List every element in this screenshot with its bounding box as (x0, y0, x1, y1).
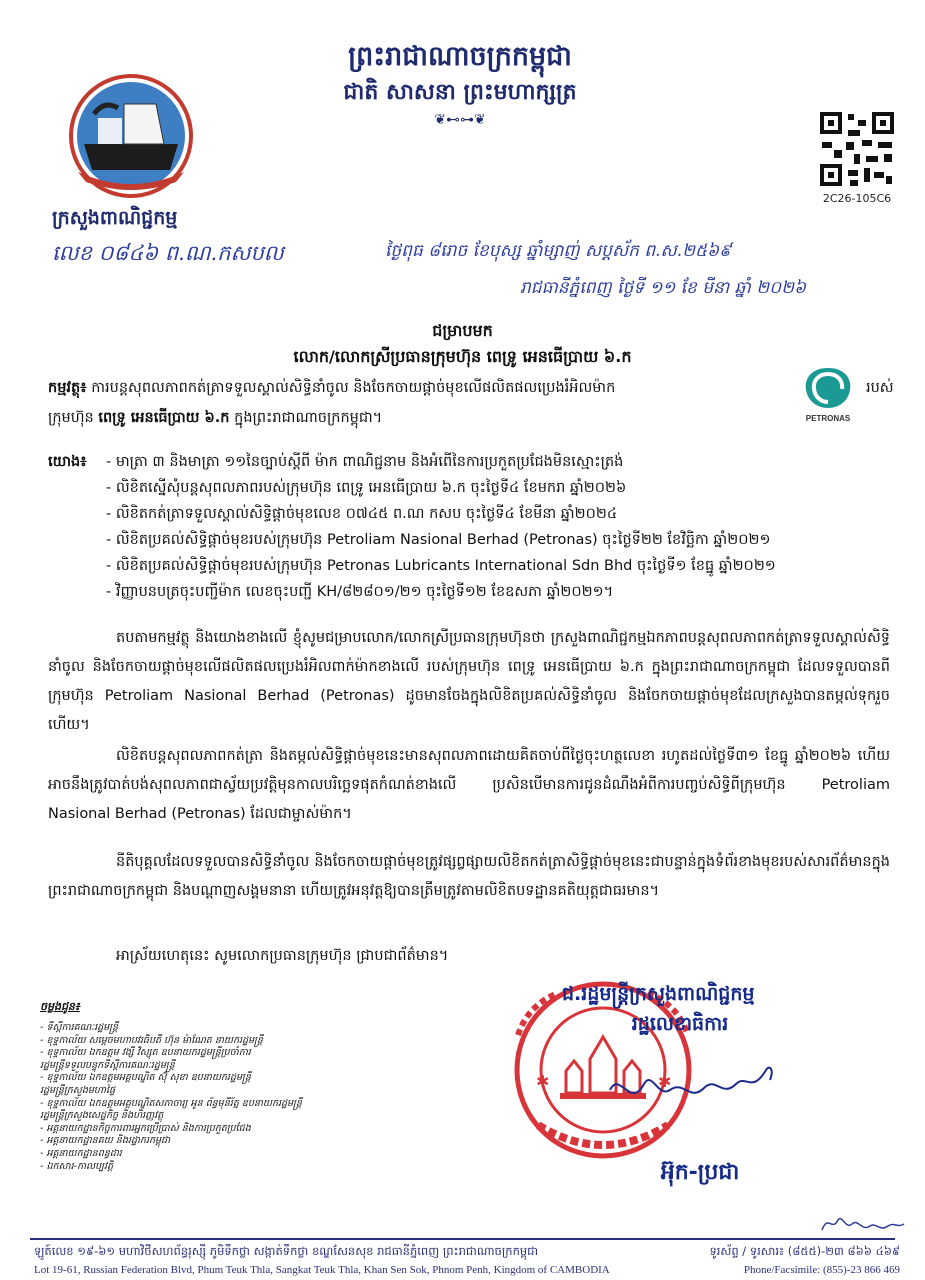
references-label: យោង៖ (48, 454, 87, 470)
cc-item: - អគ្គនាយកដ្ឋានពន្ធដារ (40, 1147, 122, 1159)
signature-title-1: ជ.រដ្ឋមន្ត្រីក្រសួងពាណិជ្ជកម្ម (562, 983, 755, 1005)
addressee-name: លោក/លោកស្រីប្រធានក្រុមហ៊ុន ពេទ្រូ អេនធើប្រាយ ៦.ក (293, 347, 632, 366)
cc-item: - ឯកសារ-កាលប្បវត្តិ (40, 1160, 114, 1172)
signature-title-2: រដ្ឋលេខាធិការ (631, 1013, 729, 1035)
ministry-name: ក្រសួងពាណិជ្ជកម្ម (52, 207, 178, 229)
footer-rule (30, 1238, 895, 1240)
body-paragraph-3: នីតិបុគ្គលដែលទទួលបានសិទ្ធិនាំចូល និងចែកចាយផ្តាច់មុខត្រូវផ្សព្វផ្សាយលិខិតកត់ត្រាសិទ្ធិផ្តាច់មុខនេះជាបន្ទាន់ក្នុងទំព័រខាងមុខរបស់សារព័ត៌មានក្នុងព្រះរាជាណាចក្រកម្ពុជា និងបណ្តាញសង្គមនានា ហើយត្រូវអនុវត្តឱ្យបានត្រឹមត្រូវតាមលិខិតបទដ្ឋានគតិយុត្តជាធរមាន។ (48, 854, 890, 899)
references-list (106, 452, 776, 608)
solar-date: រាជធានីភ្នំពេញ ថ្ងៃទី ១១ ខែ មីនា ឆ្នាំ ២០២៦ (520, 278, 807, 298)
body-paragraph-4: អាស្រ័យហេតុនេះ សូមលោកប្រធានក្រុមហ៊ុន ជ្រាបជាព័ត៌មាន។ (116, 948, 449, 964)
body-paragraph-2: លិខិតបន្តសុពលភាពកត់ត្រា និងតម្កល់សិទ្ធិផ្តាច់មុខនេះមានសុពលភាពដោយគិតចាប់ពីថ្ងៃចុះហត្ថលេខា រហូតដល់ថ្ងៃទី៣១ ខែធ្នូ ឆ្នាំ២០២៦ ហើយអាចនឹងត្រូវបាត់បង់សុពលភាពជាស្វ័យប្រវត្តិមុនកាលបរិច្ឆេទផុតកំណត់ខាងលើ ប្រសិនបើមានការជូនដំណឹងអំពីការបញ្ចប់សិទ្ធិពីក្រុមហ៊ុន Petroliam Nasional Berhad (Petronas) ដែលជាម្ចាស់ម៉ាក។ (48, 748, 890, 822)
cc-label: ចម្លងជូន៖ (40, 1000, 80, 1013)
subject-label: កម្មវត្ថុ៖ (48, 380, 87, 396)
handwritten-signature (600, 1050, 800, 1120)
ornament-divider: ❦⊷⊶❦ (434, 112, 486, 128)
cc-item: - អគ្គនាយកដ្ឋានគយ និងរដ្ឋាករកម្ពុជា (40, 1135, 171, 1147)
petronas-logo-text: PETRONAS (805, 414, 851, 423)
cc-item: - ទីស្តីការគណៈរដ្ឋមន្ត្រី (40, 1022, 119, 1033)
signer-name: អ៊ុក-ប្រជា (660, 1160, 740, 1185)
cc-item: រដ្ឋមន្ត្រីក្រសួងមហាផ្ទៃ (40, 1084, 116, 1096)
initials-mark (818, 1210, 908, 1238)
cc-list (40, 1000, 370, 1173)
letter-number: លេខ ០៨៤៦ ព.ណ.កសបល (52, 241, 284, 265)
kingdom-title: ព្រះរាជាណាចក្រកម្ពុជា (348, 41, 572, 72)
cc-item: - ខុទ្ទកាល័យ ឯកឧត្តមអគ្គបណ្ឌិតសភាចារ្យ អូន ព័ន្ធមុនីរ័ត្ន ឧបនាយករដ្ឋមន្ត្រី (40, 1097, 302, 1109)
reference-item: - មាត្រា ៣ និងមាត្រា ១១នៃច្បាប់ស្តីពី ម៉ាក ពាណិជ្ជនាម និងអំពើនៃការប្រកួតប្រជែងមិនស្មោះត្រង់ (106, 454, 624, 470)
qr-code-id: 2C26-105C6 (822, 192, 892, 205)
svg-text:✱: ✱ (536, 1072, 550, 1091)
subject-text: ការបន្តសុពលភាពកត់ត្រាទទួលស្គាល់សិទ្ធិនាំចូល និងចែកចាយផ្តាច់មុខលើផលិតផលប្រេងរំអិលម៉ាក (91, 380, 616, 396)
petronas-logo (796, 366, 860, 428)
footer-address-en: Lot 19-61, Russian Federation Blvd, Phum Teuk Thla, Sangkat Teuk Thla, Khan Sen Sok, Phnom Penh, Kingdom of CAMBODIA (34, 1264, 610, 1276)
cc-item: - ខុទ្ទកាល័យ ឯកឧត្តមអគ្គបណ្ឌិត ស៊ុំ សុខា ឧបនាយករដ្ឋមន្ត្រី (40, 1072, 251, 1084)
reference-item: - លិខិតប្រគល់សិទ្ធិផ្តាច់មុខរបស់ក្រុមហ៊ុន Petronas Lubricants International Sdn Bhd ចុះថ្ងៃទី១ ខែធ្នូ ឆ្នាំ២០២១ (106, 558, 776, 574)
cc-item: - អគ្គនាយកដ្ឋានកិច្ចការពារអ្នកប្រើប្រាស់ និងការប្រកួតប្រជែង (40, 1122, 251, 1134)
addressee-heading: ជម្រាបមក (432, 321, 493, 340)
reference-item: - លិខិតស្នើសុំបន្តសុពលភាពរបស់ក្រុមហ៊ុន ពេទ្រូ អេនធើប្រាយ ៦.ក ចុះថ្ងៃទី៤ ខែមករា ឆ្នាំ២០២៦ (106, 480, 627, 496)
footer-phone-en: Phone/Facsimile: (855)-23 866 469 (743, 1264, 900, 1276)
footer-address-kh: ឡូត៍លេខ ១៩-៦១ មហាវិថីសហព័ន្ធរុស្ស៊ី ភូមិទឹកថ្លា សង្កាត់ទឹកថ្លា ខណ្ឌសែនសុខ រាជធានីភ្នំពេញ ព្រះរាជាណាចក្រកម្ពុជា (34, 1244, 539, 1258)
qr-code (818, 110, 896, 188)
cc-item: - ខុទ្ទកាល័យ ឯកឧត្តម វង្សី វិស្សុត ឧបនាយករដ្ឋមន្ត្រីប្រចាំការ (40, 1047, 251, 1059)
cc-item: រដ្ឋមន្ត្រីក្រសួងសេដ្ឋកិច្ច និងហិរញ្ញវត្ថុ (40, 1110, 164, 1122)
subject-line-1-end: របស់ (866, 380, 894, 396)
ministry-logo (64, 74, 198, 198)
subject-line-1 (48, 378, 778, 398)
cc-item: រដ្ឋមន្ត្រីទទួលបន្ទុកទីស្តីការគណៈរដ្ឋមន្ត្រី (40, 1059, 175, 1071)
cc-item: - ខុទ្ទកាល័យ សម្តេចមហាបវរធិបតី ហ៊ុន ម៉ាណែត នាយករដ្ឋមន្ត្រី (40, 1034, 263, 1046)
reference-item: - វិញ្ញាបនបត្រចុះបញ្ជីម៉ាក លេខចុះបញ្ជី KH/៨២៨០១/២១ ចុះថ្ងៃទី១២ ខែឧសភា ឆ្នាំ២០២១។ (106, 584, 614, 600)
reference-item: - លិខិតកត់ត្រាទទួលស្គាល់សិទ្ធិផ្តាច់មុខលេខ ០៧៤៥ ព.ណ កសប ចុះថ្ងៃទី៤ ខែមីនា ឆ្នាំ២០២៤ (106, 506, 618, 522)
footer-phone-kh: ទូរស័ព្ទ / ទូរសារ៖ (៨៥៥)-២៣ ៨៦៦ ៤៦៩ (709, 1244, 900, 1258)
reference-item: - លិខិតប្រគល់សិទ្ធិផ្តាច់មុខរបស់ក្រុមហ៊ុន Petroliam Nasional Berhad (Petronas) ចុះថ្ងៃទី២២ ខែវិច្ឆិកា ឆ្នាំ២០២១ (106, 532, 771, 548)
svg-text:✱: ✱ (658, 1072, 672, 1091)
body-paragraph-1: តបតាមកម្មវត្ថុ និងយោងខាងលើ ខ្ញុំសូមជម្រាបលោក/លោកស្រីប្រធានក្រុមហ៊ុនថា ក្រសួងពាណិជ្ជកម្មឯកភាពបន្តសុពលភាពកត់ត្រាទទួលស្គាល់សិទ្ធិនាំចូល និងចែកចាយផ្តាច់មុខលើផលិតផលប្រេងរំអិលពាក់ម៉ាកខាងលើ របស់ក្រុមហ៊ុន ពេទ្រូ អេនធើប្រាយ ៦.ក ក្នុងព្រះរាជាណាចក្រកម្ពុជា ដែលទទួលបានពីក្រុមហ៊ុន Petroliam Nasional Berhad (Petronas) ដូចមានចែងក្នុងលិខិតប្រគល់សិទ្ធិនាំចូល និងចែកចាយផ្តាច់មុខដែលក្រសួងបានតម្កល់ទុករួចហើយ។ (48, 630, 890, 733)
national-motto: ជាតិ សាសនា ព្រះមហាក្សត្រ (343, 80, 577, 105)
lunar-date: ថ្ងៃពុធ ៨រោច ខែបុស្ស ឆ្នាំម្សាញ់ សប្តស័ក ព.ស.២៥៦៩ (385, 241, 732, 261)
subject-line-2: ក្រុមហ៊ុន ពេទ្រូ អេនធើប្រាយ ៦.ក ក្នុងព្រះរាជាណាចក្រកម្ពុជា។ (48, 410, 383, 426)
